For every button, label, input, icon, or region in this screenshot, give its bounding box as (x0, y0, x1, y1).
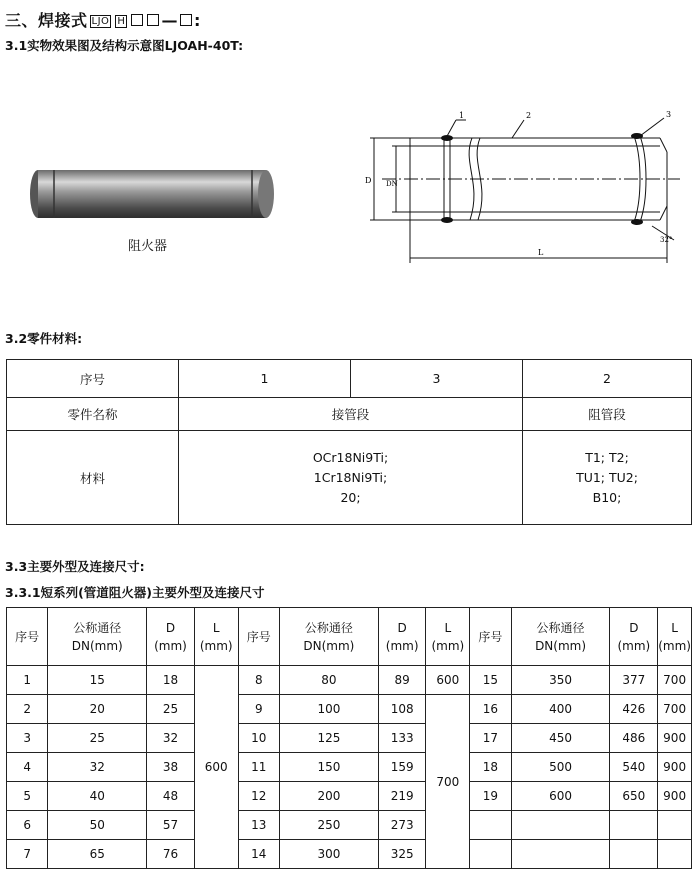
hdr-d: D (mm) (147, 608, 195, 666)
cell: 100 (279, 695, 378, 724)
empty-cell (511, 811, 610, 840)
cell-material-2 (523, 431, 692, 525)
cell: 2 (7, 695, 48, 724)
table-row (7, 782, 692, 811)
cell: 108 (378, 695, 426, 724)
cell-name-connector: 接管段 (179, 398, 523, 431)
hdr-l: L (mm) (426, 608, 470, 666)
cell: 15 (470, 666, 511, 695)
label-1: 1 (459, 111, 465, 120)
cell: 250 (279, 811, 378, 840)
cell: 25 (147, 695, 195, 724)
empty-box-icon (147, 14, 159, 26)
cell: 50 (48, 811, 147, 840)
heading-sep: — (161, 11, 178, 30)
heading-suffix: : (193, 11, 201, 30)
section-3-1-title: 3.1实物效果图及结构示意图LJOAH-40T: (5, 38, 244, 53)
cell: 426 (610, 695, 658, 724)
cell: 600 (511, 782, 610, 811)
section-heading (5, 8, 201, 31)
cell: 500 (511, 753, 610, 782)
cell: 700 (658, 695, 692, 724)
cell: 76 (147, 840, 195, 869)
cell: 89 (378, 666, 426, 695)
cell: 377 (610, 666, 658, 695)
angle-label: 32° (660, 236, 673, 244)
material-line: OCr18Ni9Ti; (312, 449, 389, 465)
cell: 13 (238, 811, 279, 840)
table-row (7, 811, 692, 840)
hdr-l: L (mm) (194, 608, 238, 666)
section-3-2-title: 3.2零件材料: (5, 331, 83, 346)
cell-no-2: 2 (523, 360, 692, 398)
cell: 200 (279, 782, 378, 811)
cell-label-no: 序号 (7, 360, 179, 398)
dim-d-label: D (365, 176, 372, 185)
cell-l-merged: 600 (194, 666, 238, 869)
cell: 65 (48, 840, 147, 869)
empty-box-icon (131, 14, 143, 26)
cell: 19 (470, 782, 511, 811)
cell: 14 (238, 840, 279, 869)
material-line: 1Cr18Ni9Ti; (313, 469, 388, 485)
cell: 25 (48, 724, 147, 753)
flame-arrester-photo (28, 164, 278, 224)
structure-diagram (362, 108, 692, 268)
section-3-3-1-title: 3.3.1短系列(管道阻火器)主要外型及连接尺寸 (5, 585, 265, 600)
material-line: B10; (592, 489, 622, 505)
cell: 32 (48, 753, 147, 782)
cell-name-arrester: 阻管段 (523, 398, 692, 431)
cell: 16 (470, 695, 511, 724)
empty-cell (511, 840, 610, 869)
hdr-dn: 公称通径 DN(mm) (48, 608, 147, 666)
cell: 57 (147, 811, 195, 840)
table-row (7, 753, 692, 782)
cell: 80 (279, 666, 378, 695)
cell: 18 (470, 753, 511, 782)
empty-box-icon (180, 14, 192, 26)
cell: 6 (7, 811, 48, 840)
table-row (7, 695, 692, 724)
photo-caption: 阻火器 (128, 239, 168, 254)
cell: 540 (610, 753, 658, 782)
label-2: 2 (526, 111, 532, 120)
header-row (7, 608, 692, 666)
cell: 133 (378, 724, 426, 753)
cell: 486 (610, 724, 658, 753)
hdr-l: L (mm) (658, 608, 692, 666)
cell: 40 (48, 782, 147, 811)
cell: 7 (7, 840, 48, 869)
cell: 400 (511, 695, 610, 724)
empty-cell (658, 811, 692, 840)
cell-label-name: 零件名称 (7, 398, 179, 431)
heading-prefix: 三、焊接式 (5, 11, 88, 30)
hdr-no: 序号 (7, 608, 48, 666)
empty-cell (470, 840, 511, 869)
empty-cell (470, 811, 511, 840)
parts-material-table (6, 359, 692, 525)
material-line: TU1; TU2; (576, 469, 638, 485)
cell: 3 (7, 724, 48, 753)
heading-box-1: LJO (91, 16, 110, 27)
hdr-d: D (mm) (378, 608, 426, 666)
hdr-no: 序号 (470, 608, 511, 666)
cell: 125 (279, 724, 378, 753)
hdr-dn: 公称通径 DN(mm) (511, 608, 610, 666)
cell-l-merged: 700 (426, 695, 470, 869)
cell-no-1: 1 (179, 360, 351, 398)
cell: 900 (658, 724, 692, 753)
cell-no-3: 3 (351, 360, 523, 398)
cell-material-1 (179, 431, 523, 525)
dimensions-table (6, 607, 692, 869)
cell: 1 (7, 666, 48, 695)
cell: 9 (238, 695, 279, 724)
material-line: 20; (340, 489, 361, 505)
cell-label-material: 材料 (7, 431, 179, 525)
cell: 325 (378, 840, 426, 869)
cell: 700 (658, 666, 692, 695)
hdr-d: D (mm) (610, 608, 658, 666)
material-line: T1; T2; (585, 449, 629, 465)
cell: 12 (238, 782, 279, 811)
dim-dn-label: DN (386, 180, 398, 188)
cell: 38 (147, 753, 195, 782)
cell: 159 (378, 753, 426, 782)
section-3-3-title: 3.3主要外型及连接尺寸: (5, 559, 145, 574)
cell: 17 (470, 724, 511, 753)
table-row (7, 724, 692, 753)
cell: 10 (238, 724, 279, 753)
cell: 150 (279, 753, 378, 782)
heading-box-2: H (117, 16, 126, 27)
label-3: 3 (666, 110, 672, 119)
empty-cell (610, 840, 658, 869)
cell: 350 (511, 666, 610, 695)
cell: 450 (511, 724, 610, 753)
cell: 650 (610, 782, 658, 811)
cell: 48 (147, 782, 195, 811)
cell: 32 (147, 724, 195, 753)
cell: 18 (147, 666, 195, 695)
empty-cell (658, 840, 692, 869)
cell: 20 (48, 695, 147, 724)
cell: 300 (279, 840, 378, 869)
cell: 273 (378, 811, 426, 840)
cell: 900 (658, 782, 692, 811)
cell: 11 (238, 753, 279, 782)
cell: 4 (7, 753, 48, 782)
cell: 15 (48, 666, 147, 695)
cell: 900 (658, 753, 692, 782)
cell: 600 (426, 666, 470, 695)
cell: 219 (378, 782, 426, 811)
dim-l-label: L (538, 248, 544, 257)
table-row (7, 666, 692, 695)
empty-cell (610, 811, 658, 840)
cell: 5 (7, 782, 48, 811)
hdr-no: 序号 (238, 608, 279, 666)
hdr-dn: 公称通径 DN(mm) (279, 608, 378, 666)
table-row (7, 840, 692, 869)
cell: 8 (238, 666, 279, 695)
